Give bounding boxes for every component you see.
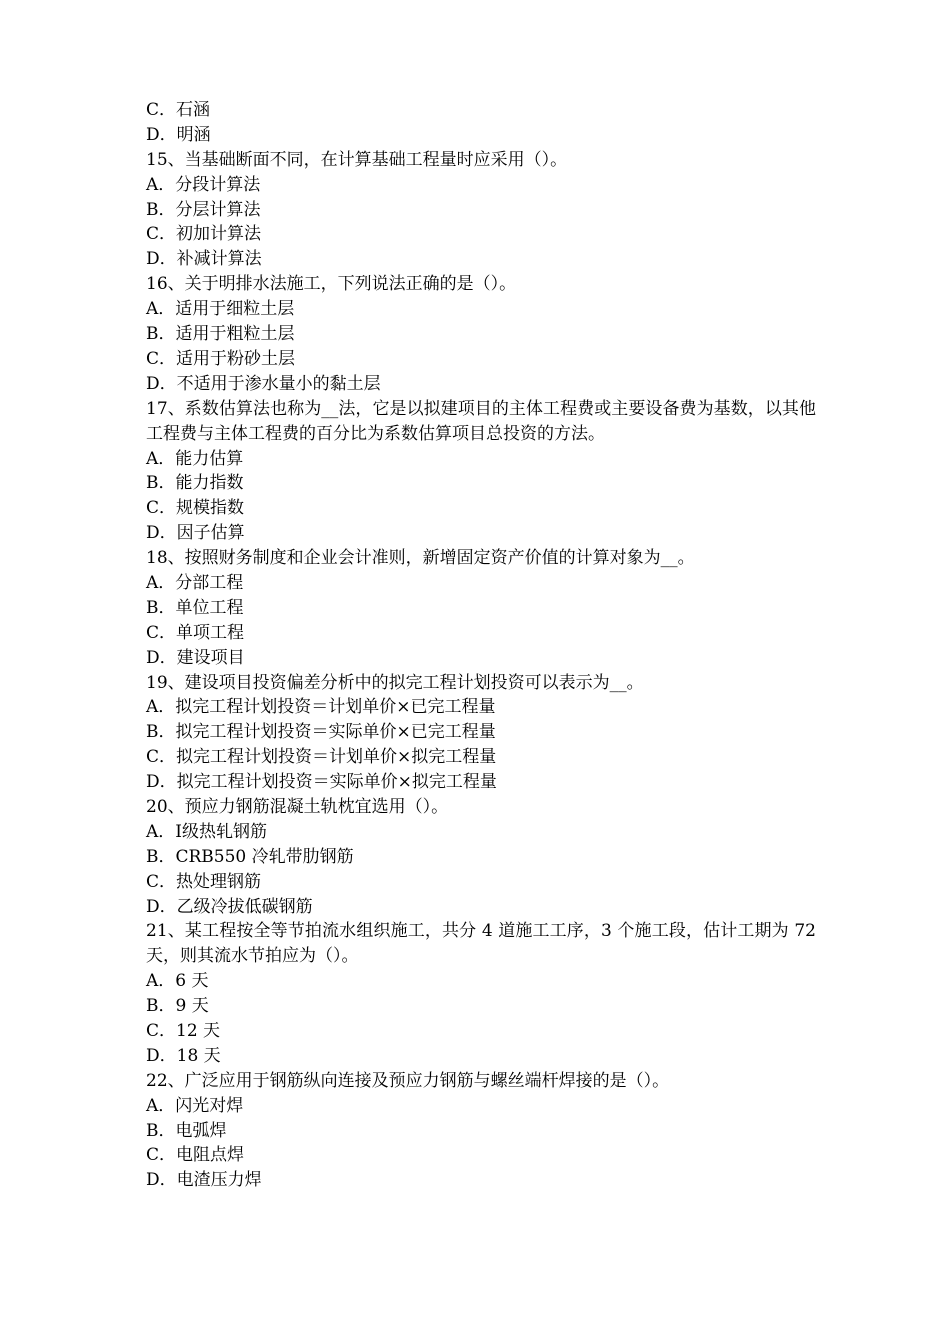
question-19: 19、建设项目投资偏差分析中的拟完工程计划投资可以表示为__。 [146, 672, 644, 693]
question-17: 17、系数估算法也称为__法，它是以拟建项目的主体工程费或主要设备费为基数，以其他工程费与主体工程费的百分比为系数估算项目总投资的方法。 [146, 398, 816, 444]
question-15: 15、当基础断面不同，在计算基础工程量时应采用（）。 [146, 149, 568, 170]
option-line: C．单项工程 [146, 622, 245, 643]
option-line: A．适用于细粒土层 [146, 299, 295, 320]
option-line: C．石涵 [146, 100, 211, 120]
option-line: A．能力估算 [146, 448, 244, 469]
question-18: 18、按照财务制度和企业会计准则，新增固定资产价值的计算对象为__。 [146, 548, 695, 569]
question-20: 20、预应力钢筋混凝土轨枕宜选用（）。 [146, 796, 449, 817]
option-line: A．Ⅰ级热轧钢筋 [146, 821, 267, 842]
option-line: D．明涵 [146, 124, 211, 145]
option-line: B．CRB550 冷轧带肋钢筋 [146, 846, 354, 867]
question-21: 21、某工程按全等节拍流水组织施工，共分 4 道施工工序，3 个施工段，估计工期为 72 天，则其流水节拍应为（）。 [146, 921, 816, 967]
option-line: C．初加计算法 [146, 224, 262, 245]
option-line: B．适用于粗粒土层 [146, 324, 295, 345]
option-line: B．拟完工程计划投资＝实际单价×已完工程量 [146, 722, 496, 743]
option-line: D．乙级冷拔低碳钢筋 [146, 896, 313, 917]
option-line: A．拟完工程计划投资＝计划单价×已完工程量 [146, 697, 496, 718]
option-line: C．电阻点焊 [146, 1145, 245, 1166]
option-line: B．分层计算法 [146, 199, 261, 220]
question-list [146, 98, 816, 1193]
option-line: D．电渣压力焊 [146, 1170, 262, 1191]
option-line: B．能力指数 [146, 473, 244, 494]
option-line: A．分段计算法 [146, 174, 261, 195]
option-line: C．规模指数 [146, 498, 245, 519]
option-line: D．拟完工程计划投资＝实际单价×拟完工程量 [146, 772, 497, 793]
option-line: B．电弧焊 [146, 1120, 227, 1141]
option-line: A．6 天 [146, 971, 209, 992]
option-line: B．9 天 [146, 996, 209, 1017]
option-line: D．因子估算 [146, 523, 245, 544]
option-line: D．18 天 [146, 1045, 221, 1066]
option-line: B．单位工程 [146, 597, 244, 618]
option-line: C．拟完工程计划投资＝计划单价×拟完工程量 [146, 747, 497, 768]
option-line: A．闪光对焊 [146, 1095, 244, 1116]
option-line: D．补减计算法 [146, 249, 262, 270]
question-16: 16、关于明排水法施工，下列说法正确的是（）。 [146, 274, 517, 295]
option-line: C．热处理钢筋 [146, 871, 262, 892]
option-line: A．分部工程 [146, 572, 244, 593]
option-line: D．建设项目 [146, 647, 245, 668]
question-22: 22、广泛应用于钢筋纵向连接及预应力钢筋与螺丝端杆焊接的是（）。 [146, 1070, 670, 1091]
option-line: D．不适用于渗水量小的黏土层 [146, 373, 381, 394]
option-line: C．12 天 [146, 1021, 221, 1042]
option-line: C．适用于粉砂土层 [146, 348, 296, 369]
